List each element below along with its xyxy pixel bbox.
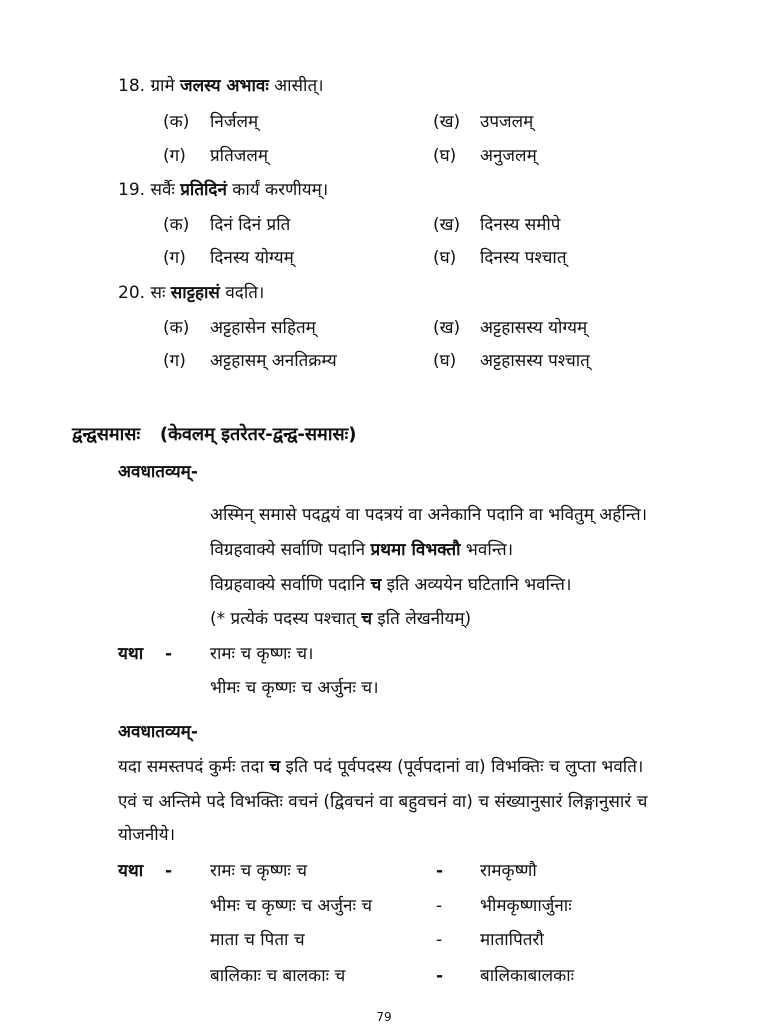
option-text-gha: दिनस्य पश्चात्	[480, 248, 567, 268]
section-subtitle: (केवलम् इतरेतर-द्वन्द्व-समासः)	[159, 424, 357, 445]
example-separator: -	[436, 930, 443, 950]
option-label-kha: (ख)	[433, 215, 461, 235]
option-label-gha: (घ)	[433, 351, 457, 371]
option-text-ga: प्रतिजलम्	[210, 146, 269, 166]
option-text-gha: अनुजलम्	[480, 146, 537, 166]
rule-line-1: अस्मिन् समासे पदद्वयं वा पदत्रयं वा अनेकानि पदानि वा भवितुम् अर्हन्ति।	[210, 505, 648, 525]
option-text-ka: अट्टहासेन सहितम्	[210, 318, 316, 338]
note2-line-2: एवं च अन्तिमे पदे विभक्तिः वचनं (द्विवचनं वा बहुवचनं वा) च संख्यानुसारं लिङ्गानुसारं च	[118, 792, 648, 812]
rule-line-3: विग्रहवाक्ये सर्वाणि पदानि च इति अव्ययेन घटितानि भवन्ति।	[210, 575, 572, 595]
option-text-ga: दिनस्य योग्यम्	[210, 248, 294, 268]
option-label-gha: (घ)	[433, 248, 457, 268]
note-heading: अवधातव्यम्-	[118, 722, 198, 742]
question-bold-term: प्रतिदिनं	[180, 180, 227, 200]
option-text-kha: उपजलम्	[480, 112, 534, 132]
example-samasa: रामकृष्णौ	[480, 861, 537, 881]
example-vigraha: रामः च कृष्णः च	[210, 861, 308, 881]
option-label-ka: (क)	[163, 112, 190, 132]
option-label-kha: (ख)	[433, 318, 461, 338]
page-number: 79	[376, 1010, 392, 1024]
option-label-ka: (क)	[163, 318, 190, 338]
example-dash: -	[165, 861, 173, 881]
example-label: यथा	[118, 861, 144, 881]
question-number: 20.	[118, 283, 146, 303]
note-heading: अवधातव्यम्-	[118, 462, 198, 482]
example-separator: -	[436, 966, 444, 986]
note2-line-3: योजनीये।	[118, 825, 176, 845]
example-separator: -	[436, 861, 444, 881]
section-heading	[72, 424, 357, 446]
question-text-pre: ग्रामे	[150, 76, 181, 96]
example-samasa: बालिकाबालकाः	[480, 966, 575, 986]
question-bold-term: साट्टहासं	[170, 283, 220, 303]
example-samasa: मातापितरौ	[480, 930, 544, 950]
note2-line-1: यदा समस्तपदं कुर्मः तदा च इति पदं पूर्वपदस्य (पूर्वपदानां वा) विभक्तिः च लुप्ता भवति।	[118, 757, 644, 777]
rule-line-4: (* प्रत्येकं पदस्य पश्चात् च इति लेखनीयम्)	[210, 609, 472, 629]
option-label-kha: (ख)	[433, 112, 461, 132]
section-title: द्वन्द्वसमासः	[72, 424, 141, 445]
question-text-pre: सर्वैः	[150, 180, 181, 200]
example-dash: -	[165, 644, 173, 664]
example-vigraha: माता च पिता च	[210, 930, 305, 950]
question-20	[118, 283, 264, 303]
question-bold-term: जलस्य अभावः	[180, 76, 269, 96]
option-label-ga: (ग)	[163, 351, 186, 371]
example-label: यथा	[118, 644, 144, 664]
rule-line-2: विग्रहवाक्ये सर्वाणि पदानि प्रथमा विभक्तौ भवन्ति।	[210, 540, 514, 560]
option-label-ga: (ग)	[163, 248, 186, 268]
question-text-pre: सः	[150, 283, 171, 303]
example-separator: -	[436, 896, 443, 916]
question-number: 19.	[118, 180, 146, 200]
option-text-kha: अट्टहासस्य योग्यम्	[480, 318, 588, 338]
example-vigraha: बालिकाः च बालकाः च	[210, 966, 346, 986]
example-line: भीमः च कृष्णः च अर्जुनः च।	[210, 678, 379, 698]
option-label-gha: (घ)	[433, 146, 457, 166]
question-19	[118, 180, 328, 200]
option-label-ga: (ग)	[163, 146, 186, 166]
example-vigraha: भीमः च कृष्णः च अर्जुनः च	[210, 896, 373, 916]
question-number: 18.	[118, 76, 146, 96]
example-samasa: भीमकृष्णार्जुनाः	[480, 896, 572, 916]
example-line: रामः च कृष्णः च।	[210, 644, 314, 664]
question-text-post: कार्यं करणीयम्।	[226, 180, 329, 200]
option-text-kha: दिनस्य समीपे	[480, 215, 561, 235]
option-label-ka: (क)	[163, 215, 190, 235]
question-text-post: आसीत्।	[268, 76, 324, 96]
option-text-ka: दिनं दिनं प्रति	[210, 215, 291, 235]
question-text-post: वदति।	[219, 283, 265, 303]
option-text-ga: अट्टहासम् अनतिक्रम्य	[210, 351, 337, 371]
option-text-ka: निर्जलम्	[210, 112, 259, 132]
option-text-gha: अट्टहासस्य पश्चात्	[480, 351, 590, 371]
question-18	[118, 76, 324, 96]
